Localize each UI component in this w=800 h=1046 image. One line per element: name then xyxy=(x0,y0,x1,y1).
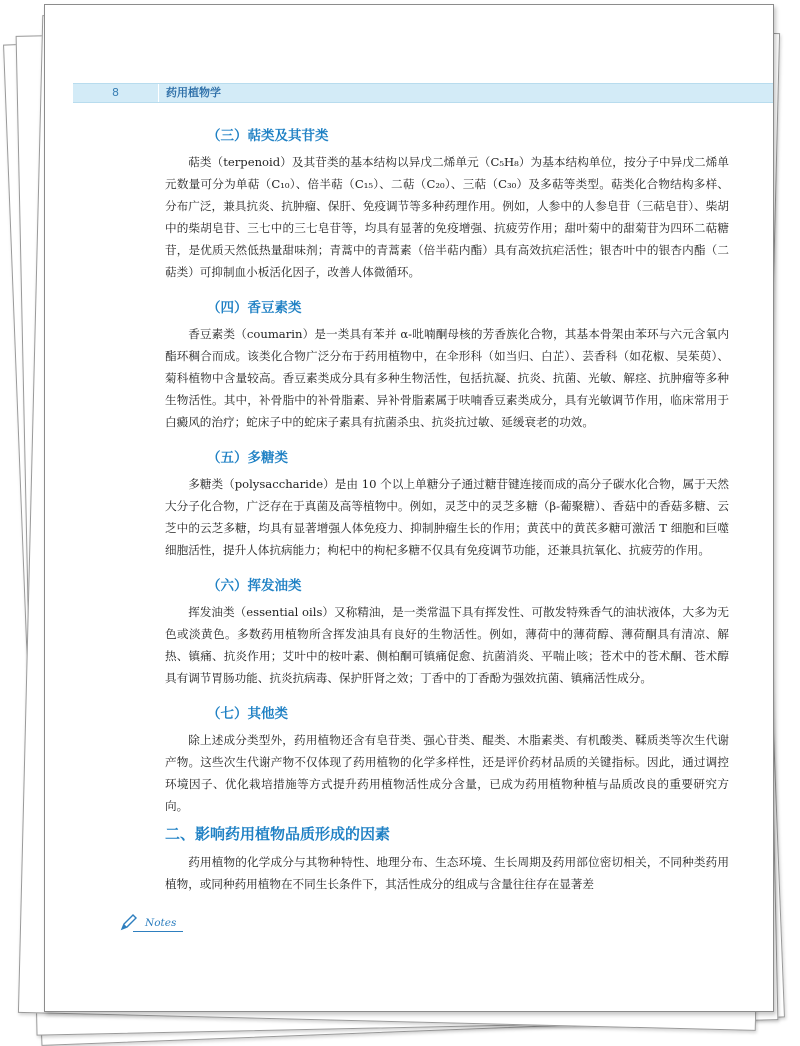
paragraph-quality-factors: 药用植物的化学成分与其物种特性、地理分布、生态环境、生长周期及药用部位密切相关，不同种类药用植物，或同种药用植物在不同生长条件下，其活性成分的组成与含量往往存在显著差 xyxy=(165,855,729,891)
notes-underline xyxy=(133,931,183,932)
paragraph-coumarin: 香豆素类（coumarin）是一类具有苯并 α-吡喃酮母核的芳香族化合物，其基本骨架由苯环与六元含氧内酯环稠合而成。该类化合物广泛分布于药用植物中，在伞形科（如当归、白芷）、芸香科（如花椒、吴茱萸）、菊科植物中含量较高。香豆素类成分具有多种生物活性，包括抗凝、抗炎、抗菌、光敏、解痉、抗肿瘤等多种生物活性。其中，补骨脂中的补骨脂素、异补骨脂素属于呋喃香豆素类成分，具有光敏调节作用，临床常用于白癜风的治疗；蛇床子中的蛇床子素具有抗菌杀虫、抗炎抗过敏、延缓衰老的功效。 xyxy=(165,327,729,429)
pencil-icon xyxy=(119,913,139,937)
paragraph-polysaccharide: 多糖类（polysaccharide）是由 10 个以上单糖分子通过糖苷键连接而成的高分子碳水化合物，属于天然大分子化合物，广泛存在于真菌及高等植物中。例如，灵芝中的灵芝多糖（β-葡聚糖）、香菇中的香菇多糖、云芝中的云芝多糖，均具有显著增强人体免疫力、抑制肿瘤生长的作用；黄芪中的黄芪多糖可激活 T 细胞和巨噬细胞活性，提升人体抗病能力；枸杞中的枸杞多糖不仅具有免疫调节功能，还兼具抗氧化、抗疲劳的作用。 xyxy=(165,477,729,557)
subsection-heading-terpenoid: （三）萜类及其苷类 xyxy=(207,128,329,144)
page-content xyxy=(165,125,729,895)
book-page xyxy=(44,4,774,1012)
notes-label: Notes xyxy=(145,917,177,929)
paragraph-essential-oil: 挥发油类（essential oils）又称精油，是一类常温下具有挥发性、可散发特殊香气的油状液体，大多为无色或淡黄色。多数药用植物所含挥发油具有良好的生物活性。例如，薄荷中的薄荷醇、薄荷酮具有清凉、解热、镇痛、抗炎作用；艾叶中的桉叶素、侧柏酮可镇痛促愈、抗菌消炎、平喘止咳；苍术中的苍术酮、苍术醇具有调节胃肠功能、抗炎抗病毒、保护肝肾之效；丁香中的丁香酚为强效抗菌、镇痛活性成分。 xyxy=(165,605,729,685)
subsection-heading-others: （七）其他类 xyxy=(207,706,288,722)
section-heading-quality-factors: 二、影响药用植物品质形成的因素 xyxy=(165,825,391,843)
header-divider xyxy=(158,84,159,102)
paragraph-terpenoid: 萜类（terpenoid）及其苷类的基本结构以异戊二烯单元（C₅H₈）为基本结构单位，按分子中异戊二烯单元数量可分为单萜（C₁₀）、倍半萜（C₁₅）、二萜（C₂₀）、三萜（C₃₀）及多萜等类型。萜类化合物结构多样、分布广泛，兼具抗炎、抗肿瘤、保肝、免疫调节等多种药理作用。例如，人参中的人参皂苷（三萜皂苷）、柴胡中的柴胡皂苷、三七中的三七皂苷等，均具有显著的免疫增强、抗疲劳作用；甜叶菊中的甜菊苷为四环二萜糖苷，是优质天然低热量甜味剂；青蒿中的青蒿素（倍半萜内酯）具有高效抗疟活性；银杏叶中的银杏内酯（二萜类）可抑制血小板活化因子，改善人体微循环。 xyxy=(165,155,729,279)
page-number: 8 xyxy=(112,86,119,99)
running-title: 药用植物学 xyxy=(166,86,221,99)
margin-notes xyxy=(119,913,179,935)
subsection-heading-essential-oil: （六）挥发油类 xyxy=(207,578,302,594)
subsection-heading-coumarin: （四）香豆素类 xyxy=(207,300,302,316)
subsection-heading-polysaccharide: （五）多糖类 xyxy=(207,450,288,466)
running-header xyxy=(73,83,773,103)
paragraph-others: 除上述成分类型外，药用植物还含有皂苷类、强心苷类、醌类、木脂素类、有机酸类、鞣质类等次生代谢产物。这些次生代谢产物不仅体现了药用植物的化学多样性，还是评价药材品质的关键指标。因此，通过调控环境因子、优化栽培措施等方式提升药用植物活性成分含量，已成为药用植物种植与品质改良的重要研究方向。 xyxy=(165,733,729,813)
